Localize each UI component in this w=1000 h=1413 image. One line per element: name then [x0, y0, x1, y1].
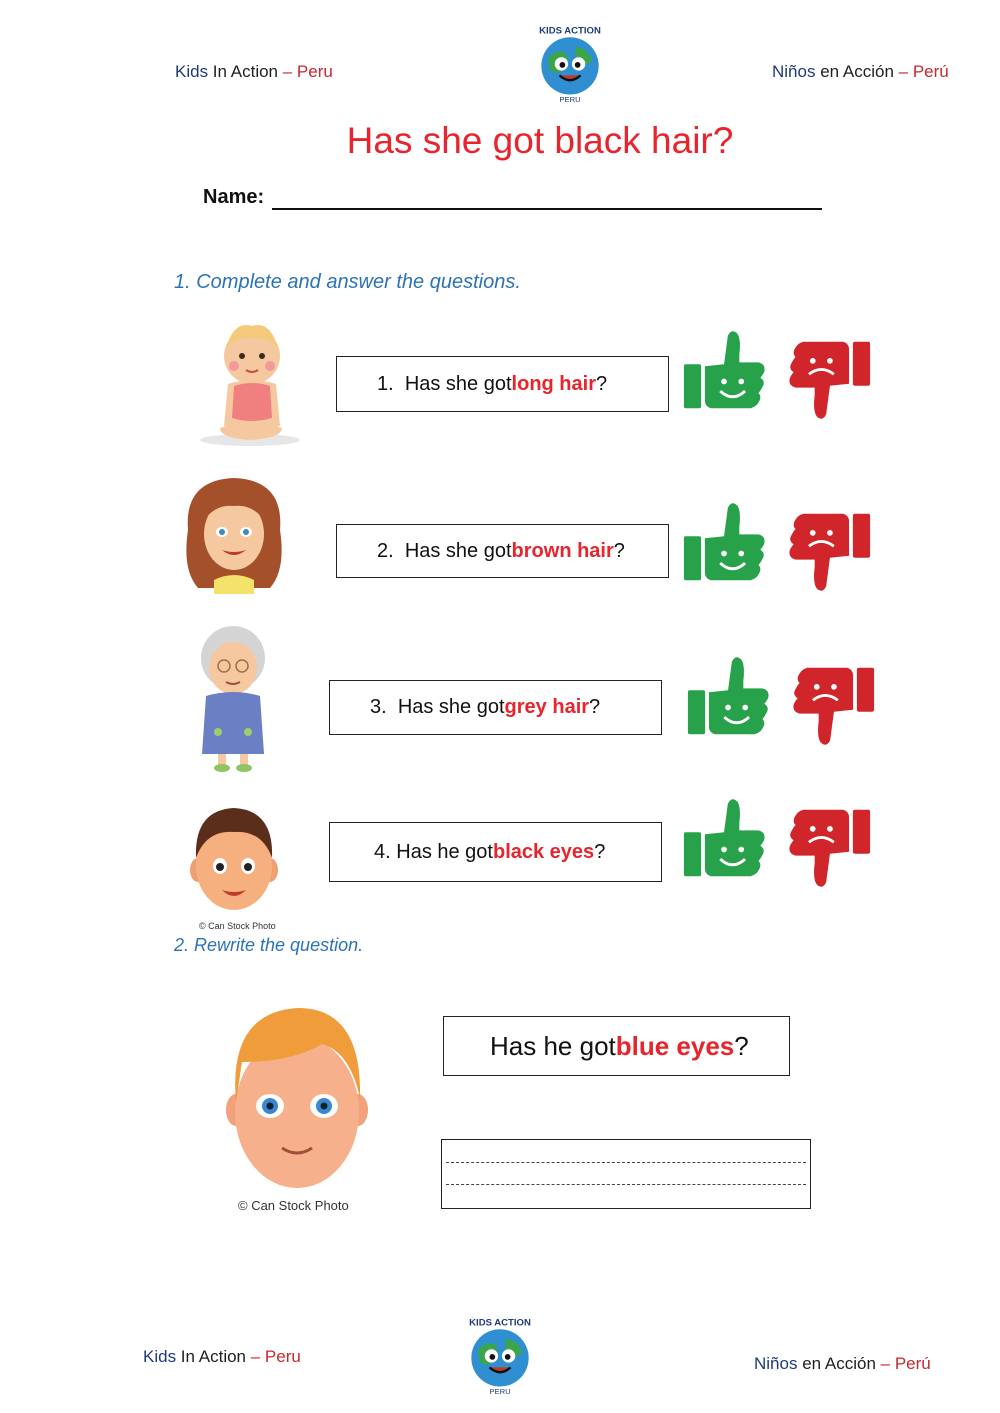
question-4-pre: Has he got	[396, 840, 493, 863]
footer-right-text	[754, 1354, 931, 1374]
page-title: Has she got black hair?	[346, 120, 734, 161]
footer-left-country: – Peru	[246, 1347, 301, 1366]
header-left-country: – Peru	[278, 62, 333, 81]
question-4-number: 4.	[374, 840, 391, 863]
blond-boy-face-illustration	[222, 1002, 372, 1192]
header-right-text	[772, 62, 949, 82]
header-right-en-accion: en Acción	[815, 62, 894, 81]
name-label: Name:	[203, 186, 265, 208]
thumbs-up-icon[interactable]	[682, 500, 768, 586]
grey-hair-grandma-illustration	[178, 614, 288, 774]
question-2-post: ?	[613, 539, 625, 562]
kids-in-action-logo	[527, 20, 613, 106]
section-1-heading: 1. Complete and answer the questions.	[174, 271, 521, 293]
footer-left-in-action: In Action	[176, 1347, 247, 1366]
thumbs-up-icon[interactable]	[682, 796, 768, 882]
thumbs-down-icon[interactable]	[786, 508, 872, 594]
question-2-box	[336, 524, 669, 578]
name-input-line[interactable]	[272, 208, 822, 210]
rewrite-answer-field[interactable]	[441, 1139, 811, 1209]
thumbs-down-icon[interactable]	[790, 662, 876, 748]
question-2-highlight: brown hair	[511, 539, 614, 562]
question-3-pre: Has she got	[397, 696, 505, 718]
question-1-number: 1.	[377, 372, 394, 395]
header-right-country: – Perú	[893, 62, 949, 81]
question-2-number: 2.	[377, 539, 394, 562]
question-1-post: ?	[596, 372, 608, 395]
header-left-in-action: In Action	[208, 62, 279, 81]
question-3-highlight: grey hair	[504, 696, 590, 718]
question-3-post: ?	[589, 696, 601, 718]
image-credit: © Can Stock Photo	[199, 921, 276, 931]
rewrite-highlight: blue eyes	[615, 1030, 735, 1061]
rewrite-post: ?	[734, 1030, 749, 1061]
question-4-highlight: black eyes	[492, 840, 595, 863]
footer-right-country: – Perú	[875, 1354, 931, 1373]
baby-girl-illustration	[190, 318, 310, 448]
footer-right-ninos: Niños	[754, 1354, 798, 1373]
thumbs-up-icon[interactable]	[682, 328, 768, 414]
footer-left-text	[143, 1347, 301, 1367]
question-2-pre: Has she got	[404, 539, 512, 562]
question-1-pre: Has she got	[404, 372, 512, 395]
footer-left-kids: Kids	[143, 1347, 177, 1366]
question-1-highlight: long hair	[511, 372, 596, 395]
image-credit: © Can Stock Photo	[238, 1198, 349, 1213]
brown-hair-girl-illustration	[174, 470, 294, 600]
thumbs-down-icon[interactable]	[786, 804, 872, 890]
rewrite-pre: Has he got	[490, 1030, 616, 1061]
header-left-text	[175, 62, 333, 82]
dashed-writing-line	[446, 1162, 806, 1163]
thumbs-down-icon[interactable]	[786, 336, 872, 422]
section-2-heading: 2. Rewrite the question.	[174, 935, 364, 955]
header-left-kids: Kids	[175, 62, 209, 81]
black-eyes-boy-illustration	[186, 800, 282, 918]
rewrite-question-box	[443, 1016, 790, 1076]
footer-right-en-accion: en Acción	[797, 1354, 876, 1373]
header-right-ninos: Niños	[772, 62, 816, 81]
question-3-number: 3.	[370, 696, 387, 718]
question-4-post: ?	[594, 840, 606, 863]
kids-in-action-logo	[457, 1312, 543, 1398]
question-4-box	[329, 822, 662, 882]
question-1-box	[336, 356, 669, 412]
thumbs-up-icon[interactable]	[686, 654, 772, 740]
dashed-writing-line	[446, 1184, 806, 1185]
question-3-box	[329, 680, 662, 735]
